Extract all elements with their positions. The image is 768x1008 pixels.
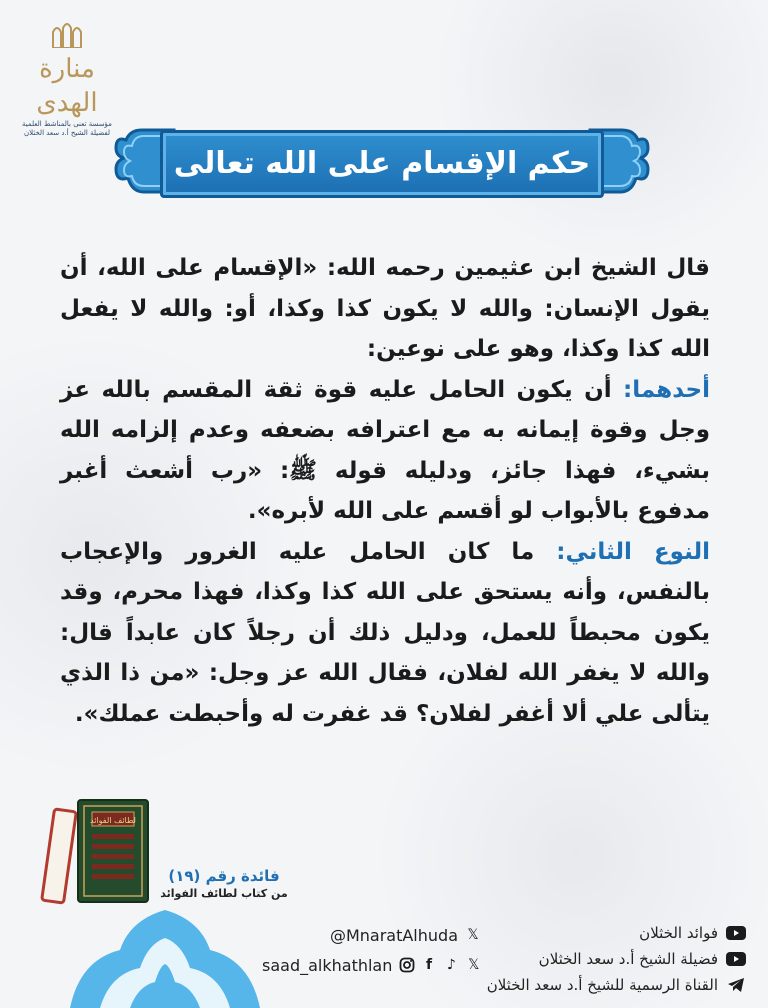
- social-row-x[interactable]: [262, 920, 482, 950]
- paragraph-second-type: النوع الثاني: ما كان الحامل عليه الغرور والإعجاب بالنفس، وأنه يستحق على الله كذا وكذا، فهذا محرم، وقد يكون محبطاً للعمل، ودليل ذلك أن رجلاً كان عابداً قال: والله لا يغفر الله لفلان، فقال الله عز وجل: «من ذا الذي يتألى علي ألا أغفر لفلان؟ قد غفرت له وأحبطت عملك».: [60, 538, 710, 727]
- title-banner: [112, 122, 652, 200]
- channel-label: القناة الرسمية للشيخ أ.د سعد الخثلان: [486, 976, 718, 994]
- facebook-icon[interactable]: f: [425, 957, 433, 973]
- channels-list: [466, 920, 746, 998]
- tiktok-icon[interactable]: ♪: [446, 957, 456, 973]
- page-title: حكم الإقسام على الله تعالى: [173, 146, 591, 181]
- social-row-multi[interactable]: [262, 950, 482, 980]
- youtube-icon: [726, 952, 746, 966]
- fact-caption: [154, 866, 294, 901]
- channel-youtube-fawaid[interactable]: [466, 920, 746, 946]
- channel-label: فوائد الخثلان: [639, 924, 718, 942]
- logo: [22, 22, 112, 137]
- channel-label: فضيلة الشيخ أ.د سعد الخثلان: [538, 950, 718, 968]
- multi-handle[interactable]: saad_alkhathlan: [262, 955, 393, 975]
- logo-emblem: [47, 22, 87, 48]
- fact-source: من كتاب لطائف الفوائد: [160, 887, 288, 900]
- second-type-label: النوع الثاني:: [556, 538, 710, 565]
- youtube-icon: [726, 926, 746, 940]
- paragraph-intro: قال الشيخ ابن عثيمين رحمه الله: «الإقسام على الله، أن يقول الإنسان: والله لا يكون كذا وكذا، أو: والله لا يفعل الله كذا وكذا، وهو على نوعين:: [60, 255, 710, 362]
- corner-ornament: [70, 900, 260, 1008]
- book-image: [38, 796, 158, 906]
- logo-subtitle: مؤسسة تعنى بالمناشط العلمية لفضيلة الشيخ أ.د سعد الخثلان: [22, 120, 112, 137]
- logo-text: منارة الهدى: [36, 54, 98, 118]
- x-handle[interactable]: @MnaratAlhuda: [329, 925, 458, 945]
- channel-telegram[interactable]: [466, 972, 746, 998]
- channel-youtube-sheikh[interactable]: [466, 946, 746, 972]
- main-text: [60, 248, 710, 734]
- x-icon[interactable]: 𝕏: [467, 927, 479, 943]
- fact-number: فائدة رقم (١٩): [168, 867, 280, 885]
- social-handles: [262, 920, 482, 980]
- telegram-icon: [726, 978, 746, 992]
- instagram-icon[interactable]: [398, 956, 414, 974]
- paragraph-first-type: أحدهما: أن يكون الحامل عليه قوة ثقة المقسم بالله عز وجل وقوة إيمانه به مع اعترافه بضعفه وعدم إلزامه الله بشيء، فهذا جائز، ودليله قوله ﷺ: «رب أشعث أغبر مدفوع بالأبواب لو أقسم على الله لأبره».: [60, 376, 710, 524]
- book-cover-title: لطائف الفوائد: [90, 816, 136, 825]
- first-type-label: أحدهما:: [623, 376, 710, 403]
- x-icon-2[interactable]: 𝕏: [468, 957, 480, 973]
